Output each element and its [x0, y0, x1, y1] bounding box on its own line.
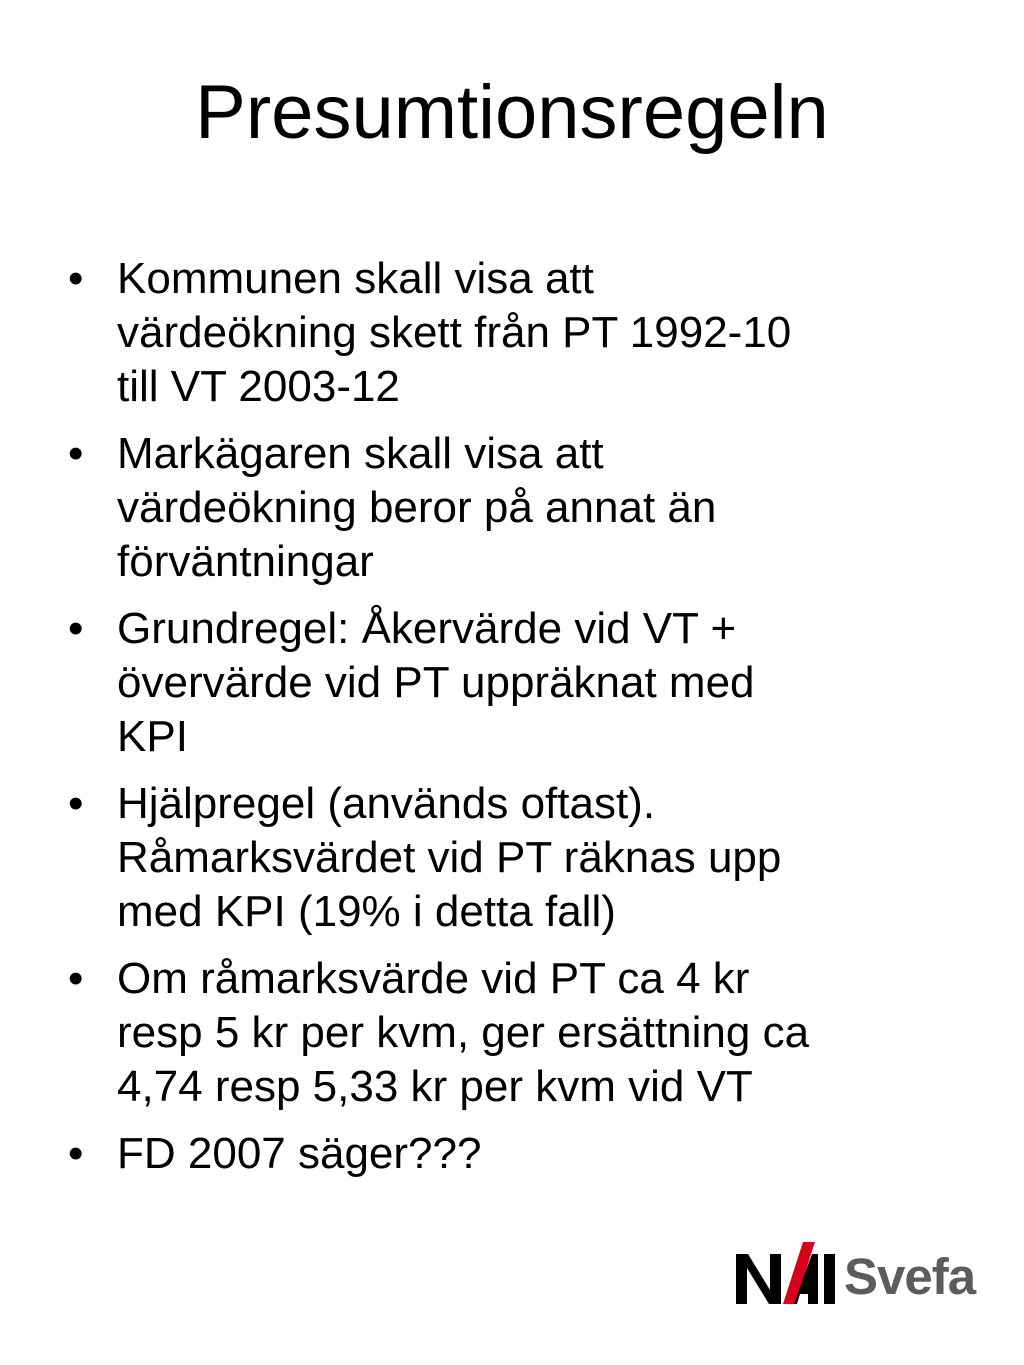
bullet-line: 4,74 resp 5,33 kr per kvm vid VT — [117, 1062, 753, 1111]
nai-logo-mark-icon — [734, 1240, 838, 1306]
bullet-line: Råmarksvärdet vid PT räknas upp — [117, 833, 782, 882]
bullet-line: med KPI (19% i detta fall) — [117, 887, 616, 936]
bullet-item — [60, 952, 980, 1114]
bullet-line: FD 2007 säger??? — [117, 1129, 482, 1178]
bullet-dot-icon: • — [68, 954, 84, 1003]
bullet-line: resp 5 kr per kvm, ger ersättning ca — [117, 1008, 810, 1057]
bullet-item — [60, 1127, 980, 1181]
bullet-line: övervärde vid PT uppräknat med — [117, 658, 755, 707]
bullet-dot-icon: • — [68, 254, 84, 303]
bullet-line: Grundregel: Åkervärde vid VT + — [117, 604, 737, 653]
bullet-line: värdeökning skett från PT 1992-10 — [117, 308, 792, 357]
bullet-line: Om råmarksvärde vid PT ca 4 kr — [117, 954, 750, 1003]
bullet-line: Markägaren skall visa att — [117, 429, 604, 478]
bullet-line: KPI — [117, 712, 188, 761]
bullet-dot-icon: • — [68, 779, 84, 828]
bullet-item — [60, 427, 980, 589]
bullet-dot-icon: • — [68, 604, 84, 653]
bullet-list — [60, 252, 980, 1194]
bullet-dot-icon: • — [68, 429, 84, 478]
bullet-line: Hjälpregel (används oftast). — [117, 779, 656, 828]
bullet-line: Kommunen skall visa att — [117, 254, 594, 303]
bullet-line: värdeökning beror på annat än — [117, 483, 717, 532]
bullet-dot-icon: • — [68, 1129, 84, 1178]
bullet-item — [60, 252, 980, 414]
bullet-item — [60, 602, 980, 764]
bullet-item — [60, 777, 980, 939]
bullet-line: till VT 2003-12 — [117, 362, 400, 411]
slide-title: Presumtionsregeln — [195, 70, 829, 155]
bullet-line: förväntningar — [117, 537, 374, 586]
nai-svefa-logo — [734, 1240, 996, 1310]
logo-brand-text: Svefa — [844, 1248, 976, 1305]
